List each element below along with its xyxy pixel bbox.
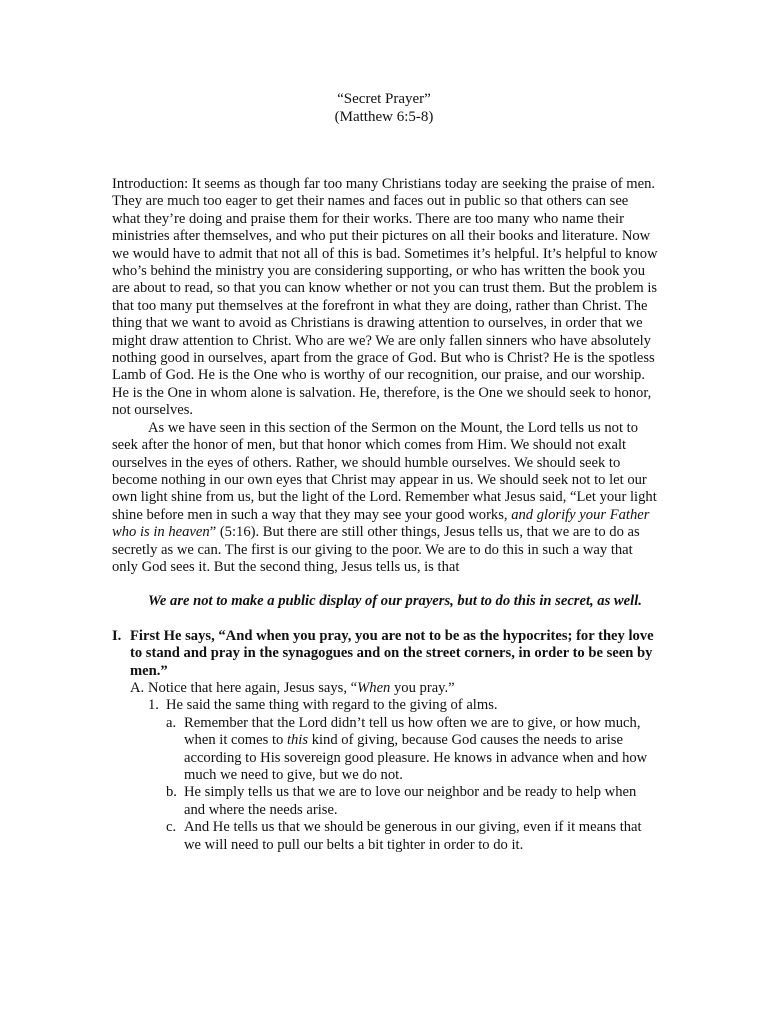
outline-point-1 [112,697,660,714]
outline-marker: 1. [148,697,159,714]
outline-text-pre: Remember that the Lord didn’t tell us how often we are to give, or how much, when it comes to [184,714,641,749]
outline-text: He simply tells us that we are to love our neighbor and be ready to help when and where the needs arise. [184,784,637,818]
introduction-paragraph: Introduction: It seems as though far too many Christians today are seeking the praise of men. They are much too eager to get their names and faces out in public so that others can see what they’re doing and praise them for their works. There are too many who name their ministries after themselves, and who put their pictures on all their books and literature. Now we would have to admit that not all of this is bad. Sometimes it’s helpful. It’s helpful to know who’s behind the ministry you are considering supporting, or who has written the book you are about to read, so that you can know whether or not you can trust them. But the problem is that too many put themselves at the forefront in what they are doing, rather than Christ. The thing that we want to avoid as Christians is drawing attention to ourselves, in order that we might draw attention to Christ. Who are we? We are only fallen sinners who have absolutely nothing good in ourselves, apart from the grace of God. But who is Christ? He is the spotless Lamb of God. He is the One who is worthy of our recognition, our praise, and our worship. He is the One in whom alone is salvation. He, therefore, is the One we should seek to honor, not ourselves. [112,176,658,419]
section-number: I. [112,627,122,644]
outline-text-pre: Notice that here again, Jesus says, “ [148,679,358,696]
outline-text-emphasis: When [357,679,391,696]
outline-subpoint-c [112,819,660,854]
outline-text [184,715,660,785]
outline-text-emphasis: this [286,732,309,749]
outline-text [148,680,660,697]
scripture-reference: (Matthew 6:5-8) [334,109,434,125]
paragraph-text-end: ” (5:16). But there are still other things, Jesus tells us, that we are to do as secretly as we can. The first is our giving to the poor. We are to do this in such a way that only God sees it. But the second thing, Jesus tells us, is that [112,524,640,575]
section-heading [112,628,660,680]
outline-subpoint-b [112,784,660,819]
outline-marker: b. [166,784,177,801]
outline-marker: A. [130,679,145,696]
outline-text: And He tells us that we should be generous in our giving, even if it means that we will need to pull our belts a bit tighter in order to do it. [184,819,642,853]
section-heading-text: First He says, “And when you pray, you are not to be as the hypocrites; for they love to stand and pray in the synagogues and on the street corners, in order to be seen by men.” [130,627,654,679]
outline-marker: a. [166,714,177,731]
document-body [112,176,660,854]
title-block [0,90,768,126]
outline-subpoint-a [112,715,660,785]
outline-text-post: you pray.” [390,679,455,696]
theme-statement: We are not to make a public display of our prayers, but to do this in secret, as well. [148,593,642,610]
outline-marker: c. [166,819,177,836]
paragraph-text: As we have seen in this section of the Sermon on the Mount, the Lord tells us not to seek after the honor of men, but that honor which comes from Him. We should not exalt ourselves in the eyes of others. Rather, we should humble ourselves. We should seek to become nothing in our own eyes that Christ may appear in us. We should seek not to let our own light shine from us, but the light of the Lord. Remember what Jesus said, “Let your light shine before men in such a way that they may see your good works, [112,419,657,523]
sermon-title: “Secret Prayer” [337,91,431,107]
outline-text: He said the same thing with regard to the giving of alms. [166,697,498,714]
outline-point-a [112,680,660,697]
quoted-emphasis: and glorify your Father who is in heaven [112,506,650,541]
outline-text-post: kind of giving, because God causes the needs to arise according to His sovereign good pleasure. He knows in advance when and how much we need to give, but we do not. [184,732,648,783]
body-paragraph [112,420,660,577]
